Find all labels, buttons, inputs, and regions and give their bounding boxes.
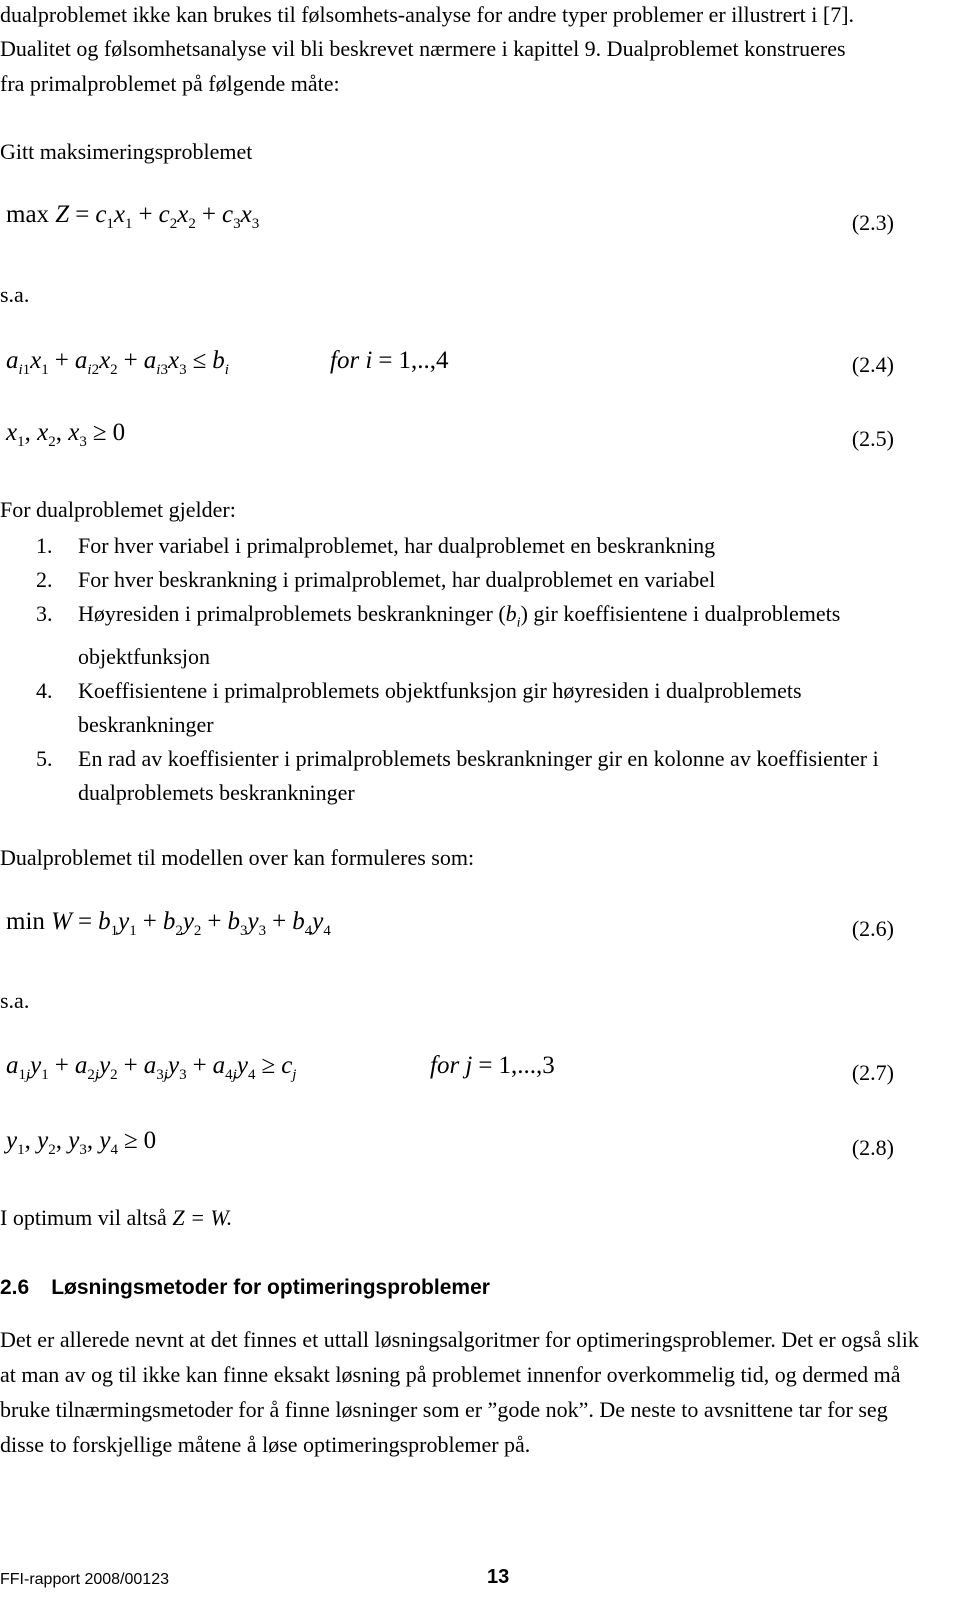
- list-text: ) gir koeffisientene i dualproblemets objektfunksjon: [78, 601, 841, 670]
- list-text: Høyresiden i primalproblemets beskrankninger (: [78, 601, 506, 626]
- dual-model-label: Dualproblemet til modellen over kan formuleres som:: [0, 845, 475, 870]
- section-title: Løsningsmetoder for optimeringsproblemer: [51, 1276, 490, 1299]
- section-number: 2.6: [0, 1276, 30, 1299]
- list-number: 1.: [36, 533, 53, 558]
- list-number: 2.: [36, 567, 53, 592]
- equation-number: (2.3): [851, 210, 894, 235]
- equation-2-3: $\max Z = c_1x_1 + c_2x_2 + c_3x_3$: [6, 201, 260, 232]
- list-item: [8, 674, 938, 742]
- equation-2-7-condition: for j = 1,...,3: [430, 1052, 555, 1079]
- equation-2-6: $\min W = b_1y_1 + b_2y_2 + b_3y_3 + b_4y_4$: [6, 908, 331, 939]
- subject-to-label: s.a.: [0, 988, 30, 1013]
- equation-2-8: $y_1$, $y_2$, $y_3$, $y_4 \ge 0$: [6, 1127, 157, 1158]
- list-number: 3.: [36, 601, 53, 626]
- list-item: [8, 742, 938, 810]
- equation-number: (2.4): [851, 352, 894, 377]
- intro-line-2: Dualitet og følsomhetsanalyse vil bli beskrevet nærmere i kapittel 9. Dualproblemet konstrueres: [0, 36, 846, 61]
- intro-line-3: fra primalproblemet på følgende måte:: [0, 71, 340, 96]
- section-heading: [0, 1276, 490, 1300]
- list-item: [8, 597, 938, 674]
- list-number: 5.: [36, 746, 53, 772]
- given-label: Gitt maksimeringsproblemet: [0, 139, 253, 164]
- section-paragraph: Det er allerede nevnt at det finnes et uttall løsningsalgoritmer for optimeringsproblemer. Det er også slik at man av og til ikke kan finne eksakt løsning på problemet innenfor overkommelig tid, og dermed må bruke tilnærmingsmetoder for å finne løsninger som er ”gode nok”. De neste to avsnittene tar for seg disse to forskjellige måtene å løse optimeringsproblemer på.: [0, 1327, 919, 1457]
- list-symbol: b: [505, 601, 517, 626]
- dual-heading: For dualproblemet gjelder:: [0, 497, 236, 522]
- equation-number: (2.7): [851, 1060, 894, 1085]
- equation-number: (2.8): [851, 1135, 894, 1160]
- list-number: 4.: [36, 678, 53, 704]
- equation-2-5: $x_1$, $x_2$, $x_3 \ge 0$: [6, 419, 126, 450]
- optimum-text: I optimum vil altså: [0, 1205, 167, 1230]
- equation-2-4-condition: for i = 1,..,4: [330, 347, 449, 374]
- page-number: 13: [487, 1566, 510, 1588]
- list-item: [8, 529, 938, 563]
- footer-report-id: FFI-rapport 2008/00123: [0, 1571, 169, 1588]
- equation-2-7: $a_{1j}y_1 + a_{2j}y_2 + a_{3j}y_3 + a_{4j}y_4 \ge c_j$: [6, 1052, 297, 1083]
- list-item: [8, 563, 938, 597]
- list-text: For hver beskrankning i primalproblemet, har dualproblemet en variabel: [78, 567, 716, 592]
- subject-to-label: s.a.: [0, 282, 30, 307]
- optimum-line: [0, 1203, 232, 1233]
- list-text: En rad av koeffisienter i primalproblemets beskrankninger gir en kolonne av koeffisienter i dualproblemets beskrankninger: [78, 746, 879, 806]
- equation-number: (2.5): [851, 426, 894, 451]
- rules-list: [8, 529, 938, 810]
- equation-number: (2.6): [851, 916, 894, 941]
- optimum-math: Z = W.: [172, 1205, 233, 1230]
- list-symbol-subscript: i: [516, 615, 521, 631]
- intro-line-1: dualproblemet ikke kan brukes til følsomhets-analyse for andre typer problemer er illustrert i [7].: [0, 2, 855, 27]
- list-text: Koeffisientene i primalproblemets objektfunksjon gir høyresiden i dualproblemets beskrankninger: [78, 678, 802, 738]
- equation-2-4: $a_{i1}x_1 + a_{i2}x_2 + a_{i3}x_3 \le b_i$: [6, 347, 229, 378]
- list-text: For hver variabel i primalproblemet, har dualproblemet en beskrankning: [78, 533, 716, 558]
